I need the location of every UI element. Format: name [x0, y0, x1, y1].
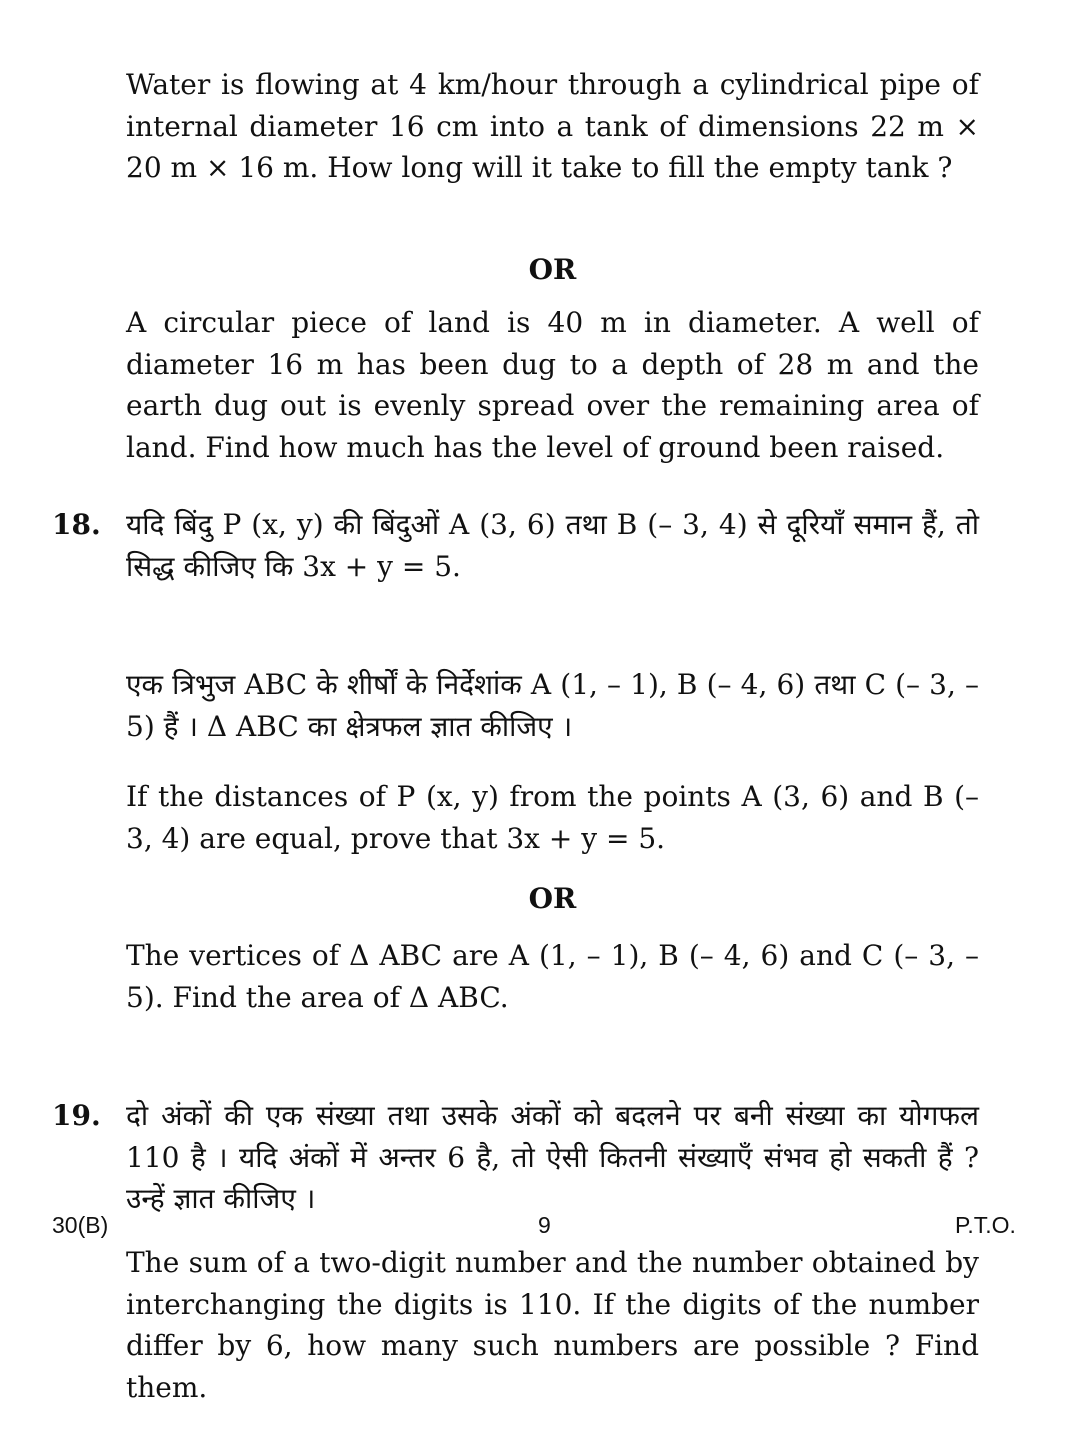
- q19-number: 19.: [52, 1099, 101, 1132]
- q19-english-text: The sum of a two-digit number and the number obtained by interchanging the digits is 110. If the digits of the number differ by 6, how many such numbers are possible ? Find them.: [126, 1246, 979, 1404]
- q18-or-label: OR: [528, 882, 577, 915]
- q17-alt-text: A circular piece of land is 40 m in diameter. A well of diameter 16 m has been dug to a depth of 28 m and the earth dug out is evenly spread over the remaining area of land. Find how much has the level of ground been raised.: [126, 306, 979, 464]
- q18-hindi-alt-text: एक त्रिभुज ABC के शीर्षों के निर्देशांक A (1, – 1), B (– 4, 6) तथा C (– 3, – 5) हैं । Δ ABC का क्षेत्रफल ज्ञात कीजिए ।: [126, 668, 979, 743]
- paper-code: 30(B): [52, 1212, 109, 1238]
- q18-english-alt-text: The vertices of Δ ABC are A (1, – 1), B (– 4, 6) and C (– 3, – 5). Find the area of Δ ABC.: [126, 939, 979, 1014]
- q17-or-label: OR: [528, 253, 577, 286]
- q17-text: Water is flowing at 4 km/hour through a cylindrical pipe of internal diameter 16 cm into a tank of dimensions 22 m × 20 m × 16 m. How long will it take to fill the empty tank ?: [126, 68, 979, 184]
- q18-english-text: If the distances of P (x, y) from the points A (3, 6) and B (– 3, 4) are equal, prove that 3x + y = 5.: [126, 780, 979, 855]
- q18-number: 18.: [52, 508, 101, 541]
- page-number: 9: [538, 1212, 551, 1238]
- please-turn-over: P.T.O.: [955, 1212, 1016, 1238]
- q19-hindi-text: दो अंकों की एक संख्या तथा उसके अंकों को बदलने पर बनी संख्या का योगफल 110 है । यदि अंकों में अन्तर 6 है, तो ऐसी कितनी संख्याएँ संभव हो सकती हैं ? उन्हें ज्ञात कीजिए ।: [126, 1099, 979, 1215]
- q18-hindi-text: यदि बिंदु P (x, y) की बिंदुओं A (3, 6) तथा B (– 3, 4) से दूरियाँ समान हैं, तो सिद्ध कीजिए कि 3x + y = 5.: [126, 508, 979, 583]
